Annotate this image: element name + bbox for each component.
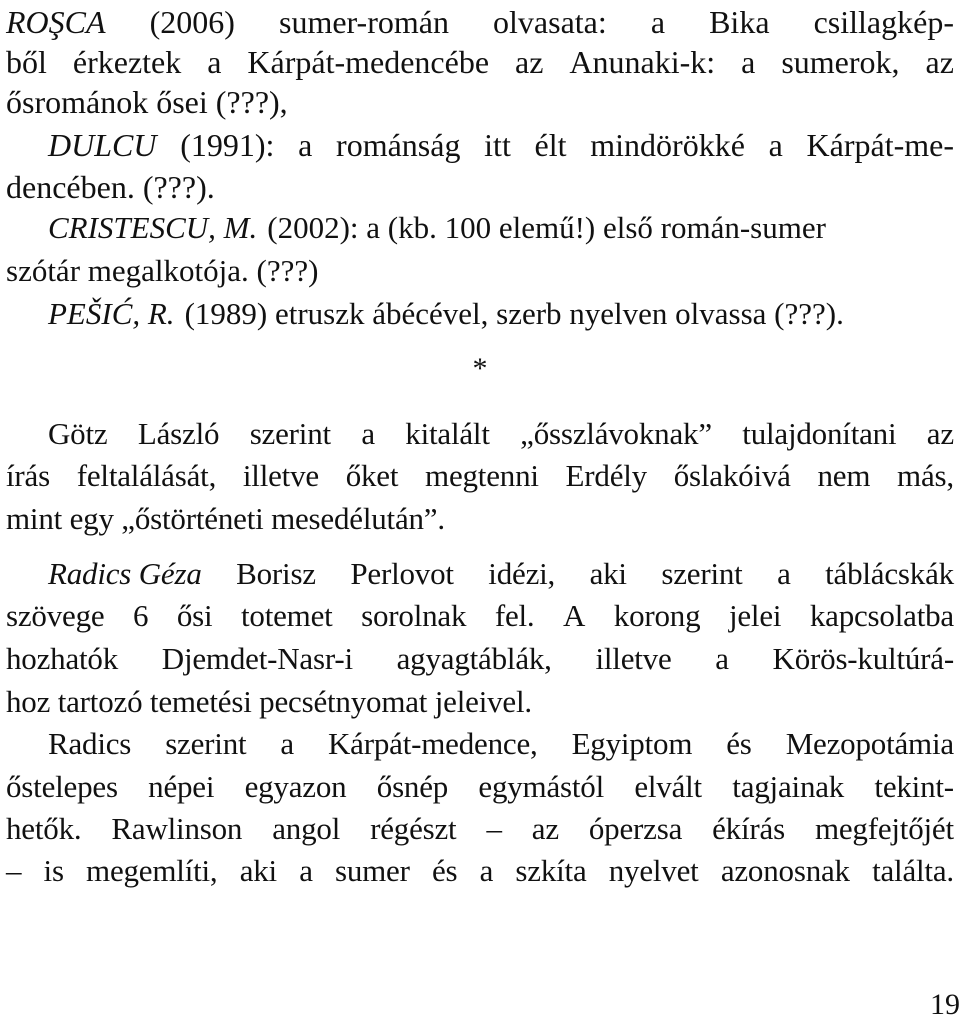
- word: totemet: [240, 598, 333, 633]
- word: kitalált: [405, 416, 490, 451]
- word: 6: [133, 598, 149, 633]
- word: a: [207, 44, 222, 80]
- word: Mezopotámia: [785, 726, 954, 761]
- reference-line: [6, 6, 954, 38]
- word: tulajdonítani: [742, 416, 897, 451]
- word: idézi,: [488, 556, 556, 591]
- word: írás: [6, 458, 50, 493]
- word: a: [768, 127, 783, 163]
- word: mindörökké: [590, 127, 745, 163]
- word: elvált: [634, 769, 702, 804]
- word: a: [361, 416, 375, 451]
- word: egymástól: [478, 769, 605, 804]
- word: tekint-: [874, 769, 954, 804]
- word: az: [925, 44, 954, 80]
- word: –: [486, 811, 502, 846]
- word: korong: [613, 598, 701, 633]
- reference-text: (2002): a (kb. 100 elemű!) első román-sumer: [267, 210, 826, 245]
- section-separator: *: [472, 352, 488, 385]
- word: szerint: [661, 556, 743, 591]
- word: szerint: [165, 726, 247, 761]
- reference-line: [6, 255, 954, 286]
- word: ősnép: [376, 769, 449, 804]
- word: Borisz: [236, 556, 316, 591]
- word: találta.: [872, 853, 954, 888]
- paragraph-line: [6, 855, 954, 886]
- word: régészt: [370, 811, 457, 846]
- word: a: [741, 44, 756, 80]
- word: hozhatók: [6, 641, 119, 676]
- word: népei: [148, 769, 215, 804]
- reference-text: szótár megalkotója. (???): [6, 253, 319, 288]
- word: Körös-kultúrá-: [772, 641, 954, 676]
- paragraph-line: [48, 728, 954, 759]
- word: illetve: [595, 641, 672, 676]
- word: László: [137, 416, 220, 451]
- word: a: [777, 556, 791, 591]
- paragraph-line: [6, 643, 954, 674]
- reference-author: DULCU: [48, 127, 157, 163]
- word: óperzsa: [588, 811, 683, 846]
- word: azonosnak: [720, 853, 850, 888]
- word: Djemdet-Nasr-i: [161, 641, 353, 676]
- paragraph-line: [6, 600, 954, 631]
- reference-line: [48, 212, 954, 243]
- word: –: [6, 853, 22, 888]
- word: a: [479, 853, 494, 888]
- reference-author: ROŞCA: [6, 4, 106, 40]
- word: A: [563, 598, 586, 633]
- word: „ősszlávoknak”: [520, 416, 712, 451]
- word: megemlíti,: [86, 853, 218, 888]
- word: táblácskák: [825, 556, 954, 591]
- word: sumerok,: [781, 44, 900, 80]
- word: nyelvet: [608, 853, 699, 888]
- word: agyagtáblák,: [396, 641, 552, 676]
- word: szkíta: [515, 853, 587, 888]
- word: Kárpát-me-: [806, 127, 954, 163]
- word: olvasata:: [493, 4, 607, 40]
- reference-text: dencében. (???).: [6, 169, 215, 205]
- reference-line: [6, 171, 954, 203]
- paragraph-author: Radics Géza: [48, 556, 202, 591]
- word: az: [531, 811, 559, 846]
- word: az: [926, 416, 954, 451]
- word: más,: [897, 458, 954, 493]
- word: hetők.: [6, 811, 82, 846]
- word: Kárpát-medencébe: [247, 44, 490, 80]
- word: Egyiptom: [571, 726, 693, 761]
- word: és: [726, 726, 752, 761]
- word: Bika: [709, 4, 770, 40]
- word: fel.: [494, 598, 535, 633]
- word: őstelepes: [6, 769, 118, 804]
- word: illetve: [242, 458, 319, 493]
- paragraph-line: [48, 558, 954, 589]
- paragraph-line: [6, 503, 954, 534]
- word: a: [650, 4, 666, 40]
- word: aki: [239, 853, 277, 888]
- word: (2006): [149, 4, 235, 40]
- word: megfejtőjét: [814, 811, 954, 846]
- word: Perlovot: [350, 556, 454, 591]
- word: angol: [272, 811, 341, 846]
- word: az: [515, 44, 544, 80]
- word: ékírás: [712, 811, 785, 846]
- word: sumer-román: [278, 4, 449, 40]
- word: sorolnak: [361, 598, 467, 633]
- word: tagjainak: [732, 769, 845, 804]
- word: szerint: [249, 416, 331, 451]
- word: megtenni: [425, 458, 539, 493]
- paragraph-line: [48, 418, 954, 449]
- word: Radics: [48, 726, 132, 761]
- word: ből: [6, 44, 47, 80]
- paragraph-text: hoz tartozó temetési pecsétnyomat jeleivel.: [6, 684, 532, 719]
- word: aki: [589, 556, 627, 591]
- word: jelei: [728, 598, 782, 633]
- word: Anunaki-k:: [569, 44, 716, 80]
- page-number: 19: [930, 988, 960, 1021]
- word: érkeztek: [72, 44, 182, 80]
- word: kapcsolatba: [809, 598, 954, 633]
- word: ősi: [176, 598, 213, 633]
- word: csillagkép-: [813, 4, 954, 40]
- word: és: [431, 853, 458, 888]
- word: egyazon: [244, 769, 347, 804]
- reference-line: [48, 298, 954, 329]
- reference-line: [6, 46, 954, 78]
- paragraph-line: [6, 686, 954, 717]
- word: őslakóivá: [673, 458, 791, 493]
- word: a: [280, 726, 294, 761]
- word: Rawlinson: [111, 811, 243, 846]
- word: (1991):: [180, 127, 275, 163]
- word: őket: [345, 458, 399, 493]
- reference-author: CRISTESCU, M.: [48, 210, 258, 245]
- word: sumer: [334, 853, 410, 888]
- word: nem: [817, 458, 871, 493]
- paragraph-line: [6, 813, 954, 844]
- word: a: [298, 127, 313, 163]
- word: feltalálását,: [76, 458, 217, 493]
- word: élt: [534, 127, 567, 163]
- word: a: [299, 853, 313, 888]
- reference-author: PEŠIĆ, R.: [48, 296, 175, 331]
- word: románság: [336, 127, 461, 163]
- word: szövege: [6, 598, 105, 633]
- paragraph-line: [6, 460, 954, 491]
- reference-text: (1989) etruszk ábécével, szerb nyelven olvassa (???).: [184, 296, 844, 331]
- reference-line: [48, 129, 954, 161]
- word: Kárpát-medence,: [327, 726, 538, 761]
- word: itt: [484, 127, 511, 163]
- paragraph-line: [6, 771, 954, 802]
- word: Götz: [48, 416, 108, 451]
- reference-line: [6, 86, 954, 118]
- word: is: [43, 853, 64, 888]
- word: Erdély: [565, 458, 647, 493]
- reference-text: ősrománok ősei (???),: [6, 84, 288, 120]
- word: a: [715, 641, 729, 676]
- paragraph-text: mint egy „őstörténeti mesedélután”.: [6, 501, 445, 536]
